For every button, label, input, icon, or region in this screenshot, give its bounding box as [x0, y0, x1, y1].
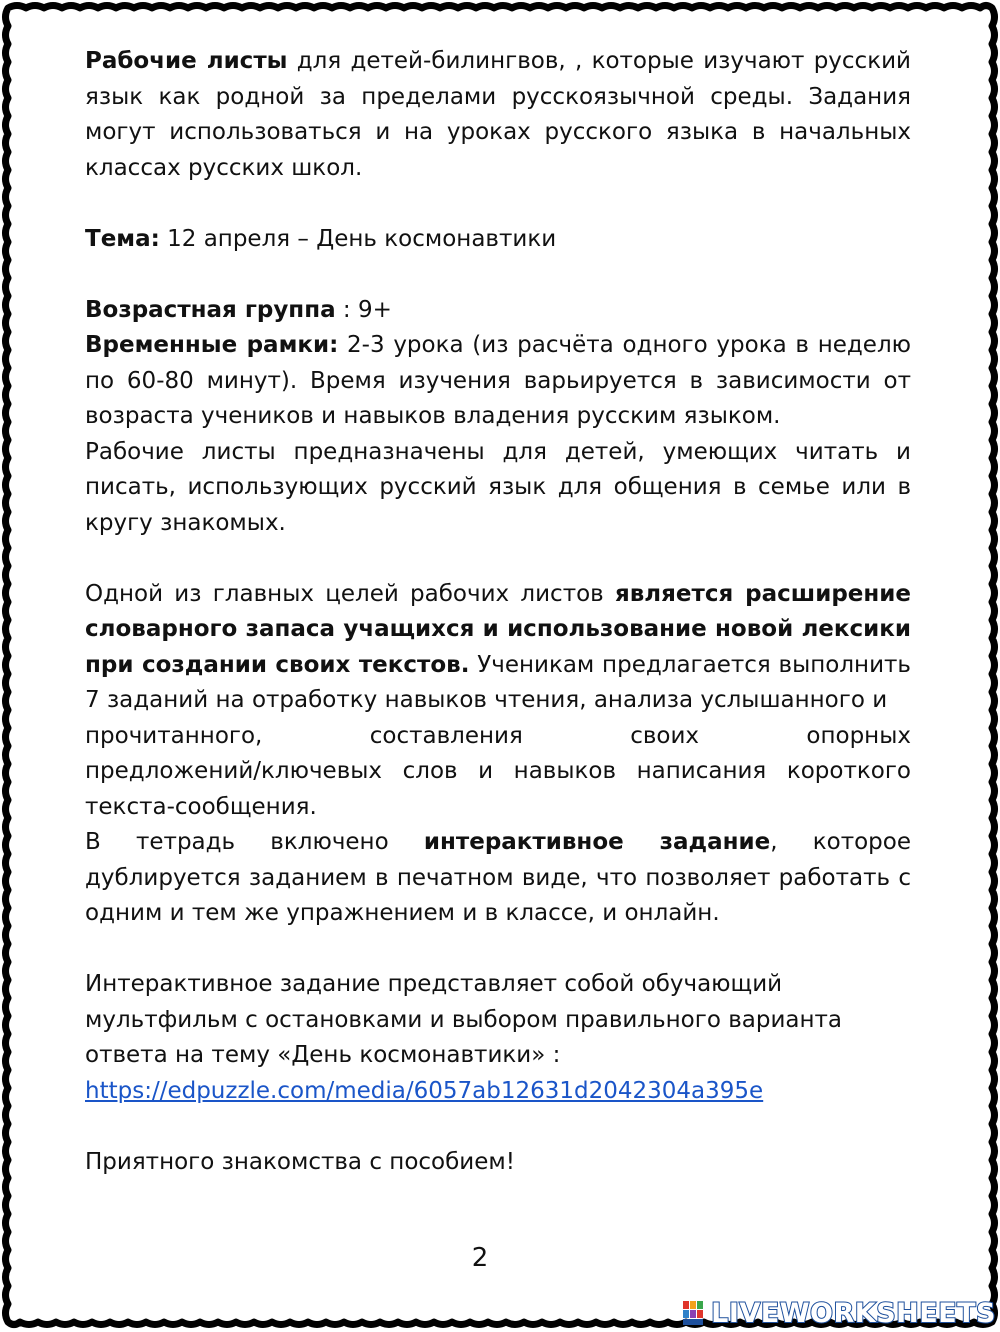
goal-spread-line: прочитанного, составления своих опорных — [85, 722, 911, 749]
interactive-paragraph — [85, 825, 911, 932]
time-frame-value: 2-3 урока (из расчёта одного урока в неделю по 60-80 минут). Время изучения варьируется в зависимости от возраста учеников и навыков владения русским языком. — [85, 332, 912, 429]
goal-bold: является расширение словарного запаса учащихся и использование новой лексики при создании своих текстов. — [85, 580, 912, 678]
topic-label: Тема: — [85, 225, 160, 252]
interactive-post: , которое дублируется заданием в печатном виде, что позволяет работать с одним и тем же упражнением и в классе, и онлайн. — [85, 829, 911, 926]
age-group-label: Возрастная группа — [85, 296, 336, 323]
video-link-line — [85, 1074, 911, 1110]
topic-value: 12 апреля – День космонавтики — [159, 225, 557, 252]
age-group-value: : 9+ — [335, 296, 392, 323]
intro-paragraph — [85, 44, 911, 186]
video-line-2: мультфильм с остановками и выбором правильного варианта — [85, 1006, 843, 1033]
liveworksheets-logo-text: LIVEWORKSHEETS — [711, 1297, 996, 1329]
edpuzzle-link[interactable]: https://edpuzzle.com/media/6057ab12631d2042304a395e — [85, 1077, 764, 1104]
closing-line: Приятного знакомства с пособием! — [85, 1148, 515, 1175]
time-frame-label: Временные рамки: — [85, 332, 339, 358]
worksheet-text — [85, 44, 911, 1180]
liveworksheets-logo-icon — [681, 1298, 707, 1328]
intro-text: для детей-билингвов, , которые изучают русский язык как родной за пределами русскоязычной среды. Задания могут использоваться и на уроках русского языка в начальных классах русских школ. — [85, 48, 911, 181]
interactive-bold: интерактивное задание — [423, 829, 771, 855]
video-line-1: Интерактивное задание представляет собой обучающий — [85, 971, 783, 997]
goal-paragraph-end: предложений/ключевых слов и навыков написания короткого текста-сообщения. — [85, 758, 911, 820]
liveworksheets-logo — [681, 1296, 996, 1330]
intro-bold: Рабочие листы — [85, 48, 288, 74]
video-line-3: ответа на тему «День космонавтики» : — [85, 1042, 561, 1068]
time-frame-paragraph — [85, 328, 911, 435]
goal-lead: Одной из главных целей рабочих листов — [85, 580, 615, 607]
page-number: 2 — [471, 1243, 489, 1273]
interactive-pre: В тетрадь включено — [85, 829, 424, 855]
goal-tasks: Ученикам предлагается выполнить 7 заданий на отработку навыков чтения, анализа услышанного и — [85, 651, 911, 713]
topic-line — [85, 222, 911, 258]
age-group-line — [85, 293, 911, 329]
goal-paragraph-start — [85, 577, 911, 719]
audience-paragraph: Рабочие листы предназначены для детей, умеющих читать и писать, использующих русский язык для общения в семье или в кругу знакомых. — [85, 438, 911, 536]
